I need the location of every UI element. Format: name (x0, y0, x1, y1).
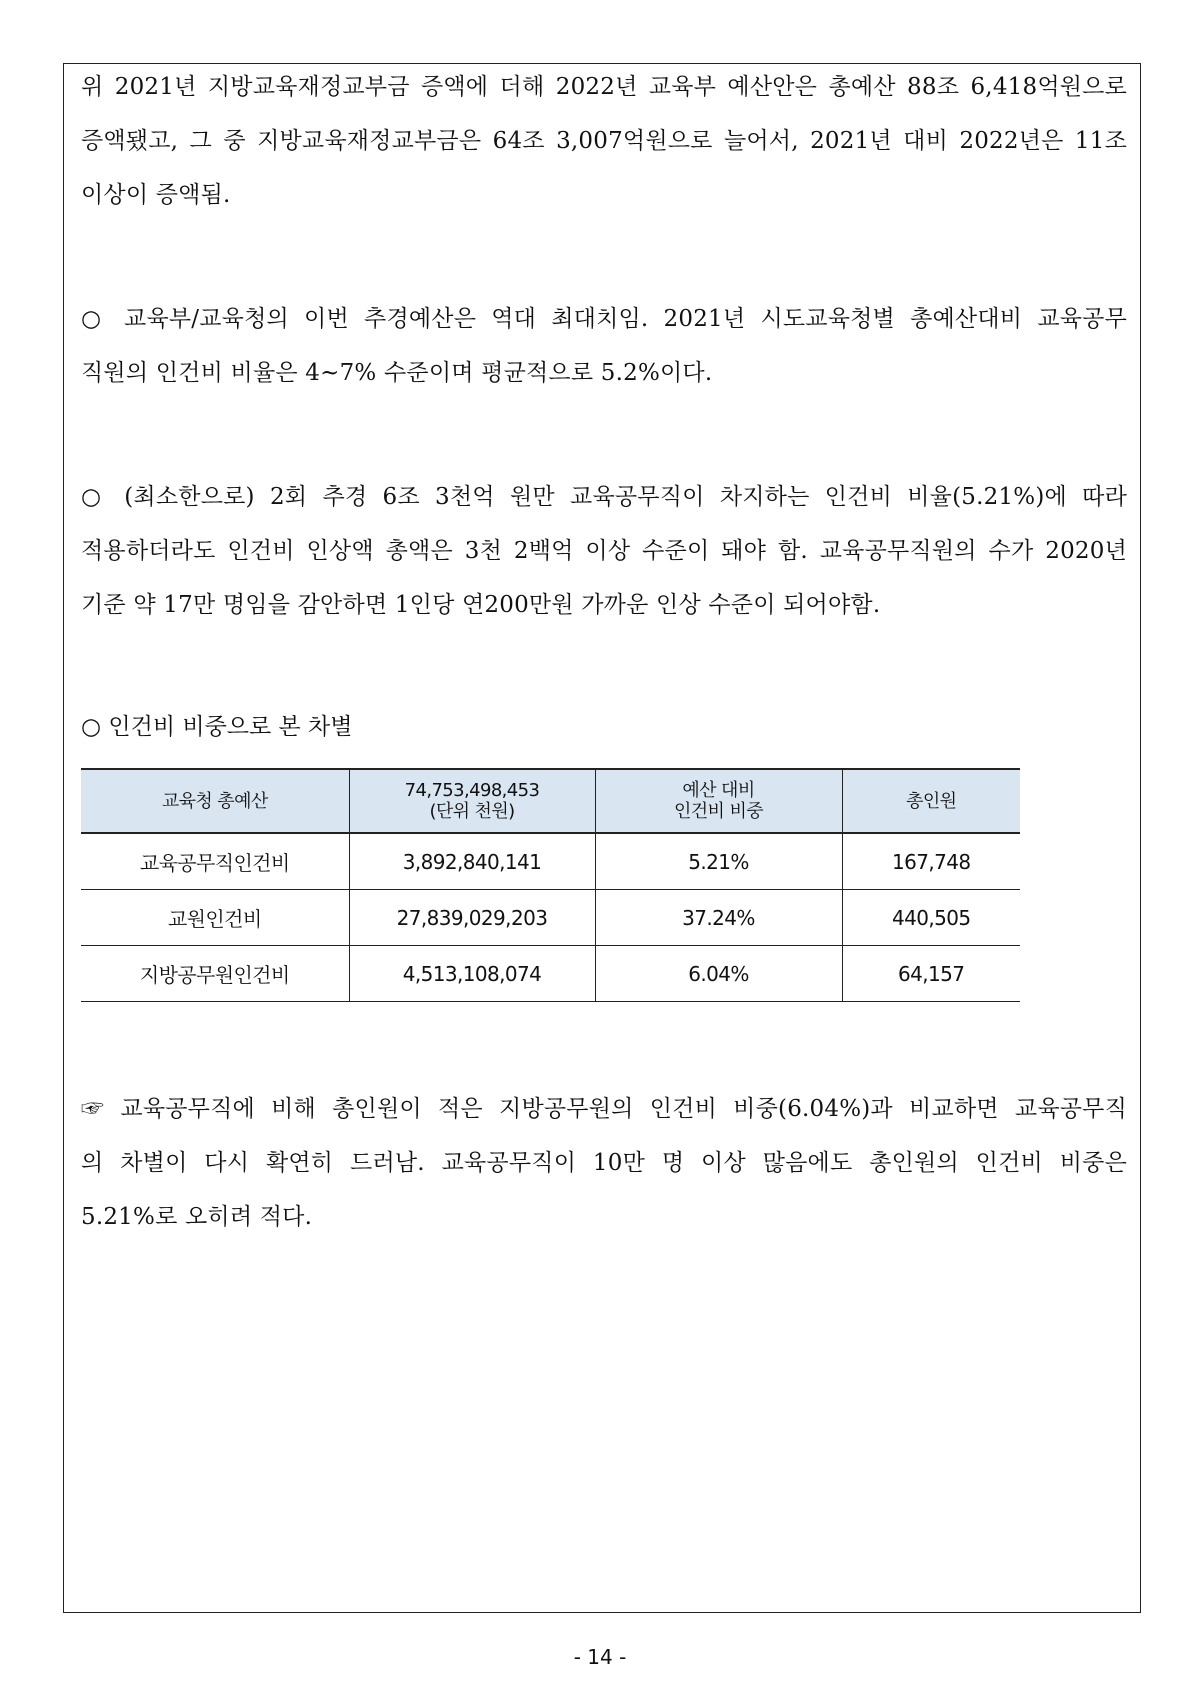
header-text: 74,753,498,453 (404, 780, 540, 801)
table-row (81, 890, 1020, 946)
cell-amount: 4,513,108,074 (349, 946, 595, 1002)
paragraph-line: ☞ 교육공무직에 비해 총인원이 적은 지방공무원의 인건비 비중(6.04%)과 비교하면 교육공무직 (81, 1096, 1127, 1122)
paragraph-line: 기준 약 17만 명임을 감안하면 1인당 연200만원 가까운 인상 수준이 되어야함. (81, 592, 881, 618)
section-heading: ○ 인건비 비중으로 본 차별 (81, 714, 353, 740)
cell-amount: 27,839,029,203 (349, 890, 595, 946)
page-number: - 14 - (573, 1645, 627, 1669)
header-text: 인건비 비중 (673, 801, 764, 822)
cell-category: 지방공무원인건비 (81, 946, 349, 1002)
table-header-row (81, 769, 1020, 833)
paragraph-line: 의 차별이 다시 확연히 드러남. 교육공무직이 10만 명 이상 많음에도 총인원의 인건비 비중은 (81, 1150, 1127, 1176)
paragraph-line: 위 2021년 지방교육재정교부금 증액에 더해 2022년 교육부 예산안은 총예산 88조 6,418억원으로 (81, 74, 1127, 100)
paragraph-line: ○ (최소한으로) 2회 추경 6조 3천억 원만 교육공무직이 차지하는 인건비 비율(5.21%)에 따라 (81, 484, 1127, 510)
header-total-budget-value (349, 769, 595, 833)
table-row (81, 946, 1020, 1002)
header-total-staff (842, 769, 1020, 833)
paragraph-line: 5.21%로 오히려 적다. (81, 1204, 313, 1230)
paragraph-line: 증액됐고, 그 중 지방교육재정교부금은 64조 3,007억원으로 늘어서, 2021년 대비 2022년은 11조 (81, 128, 1127, 154)
header-cost-ratio (595, 769, 842, 833)
cell-ratio: 5.21% (595, 833, 842, 890)
cell-headcount: 64,157 (842, 946, 1020, 1002)
paragraph-conclusion (81, 1082, 1127, 1244)
header-text: 총인원 (906, 790, 957, 812)
paragraph-line: 직원의 인건비 비율은 4~7% 수준이며 평균적으로 5.2%이다. (81, 360, 713, 386)
cell-category: 교원인건비 (81, 890, 349, 946)
paragraph-line: ○ 교육부/교육청의 이번 추경예산은 역대 최대치임. 2021년 시도교육청별 총예산대비 교육공무 (81, 306, 1127, 332)
cell-headcount: 167,748 (842, 833, 1020, 890)
cell-headcount: 440,505 (842, 890, 1020, 946)
cell-ratio: 37.24% (595, 890, 842, 946)
header-text: 예산 대비 (682, 780, 755, 801)
cell-amount: 3,892,840,141 (349, 833, 595, 890)
table-row (81, 833, 1020, 890)
header-unit-text: (단위 천원) (429, 801, 515, 822)
paragraph-supplementary-budget (81, 292, 1127, 400)
cell-category: 교육공무직인건비 (81, 833, 349, 890)
header-total-budget-label (81, 769, 349, 833)
paragraph-minimum-raise (81, 470, 1127, 632)
cell-ratio: 6.04% (595, 946, 842, 1002)
header-text: 교육청 총예산 (161, 790, 268, 812)
paragraph-line: 이상이 증액됨. (81, 182, 231, 208)
paragraph-budget-increase (81, 60, 1127, 222)
personnel-cost-table (81, 768, 1020, 1002)
paragraph-line: 적용하더라도 인건비 인상액 총액은 3천 2백억 이상 수준이 돼야 함. 교육공무직원의 수가 2020년 (81, 538, 1127, 564)
